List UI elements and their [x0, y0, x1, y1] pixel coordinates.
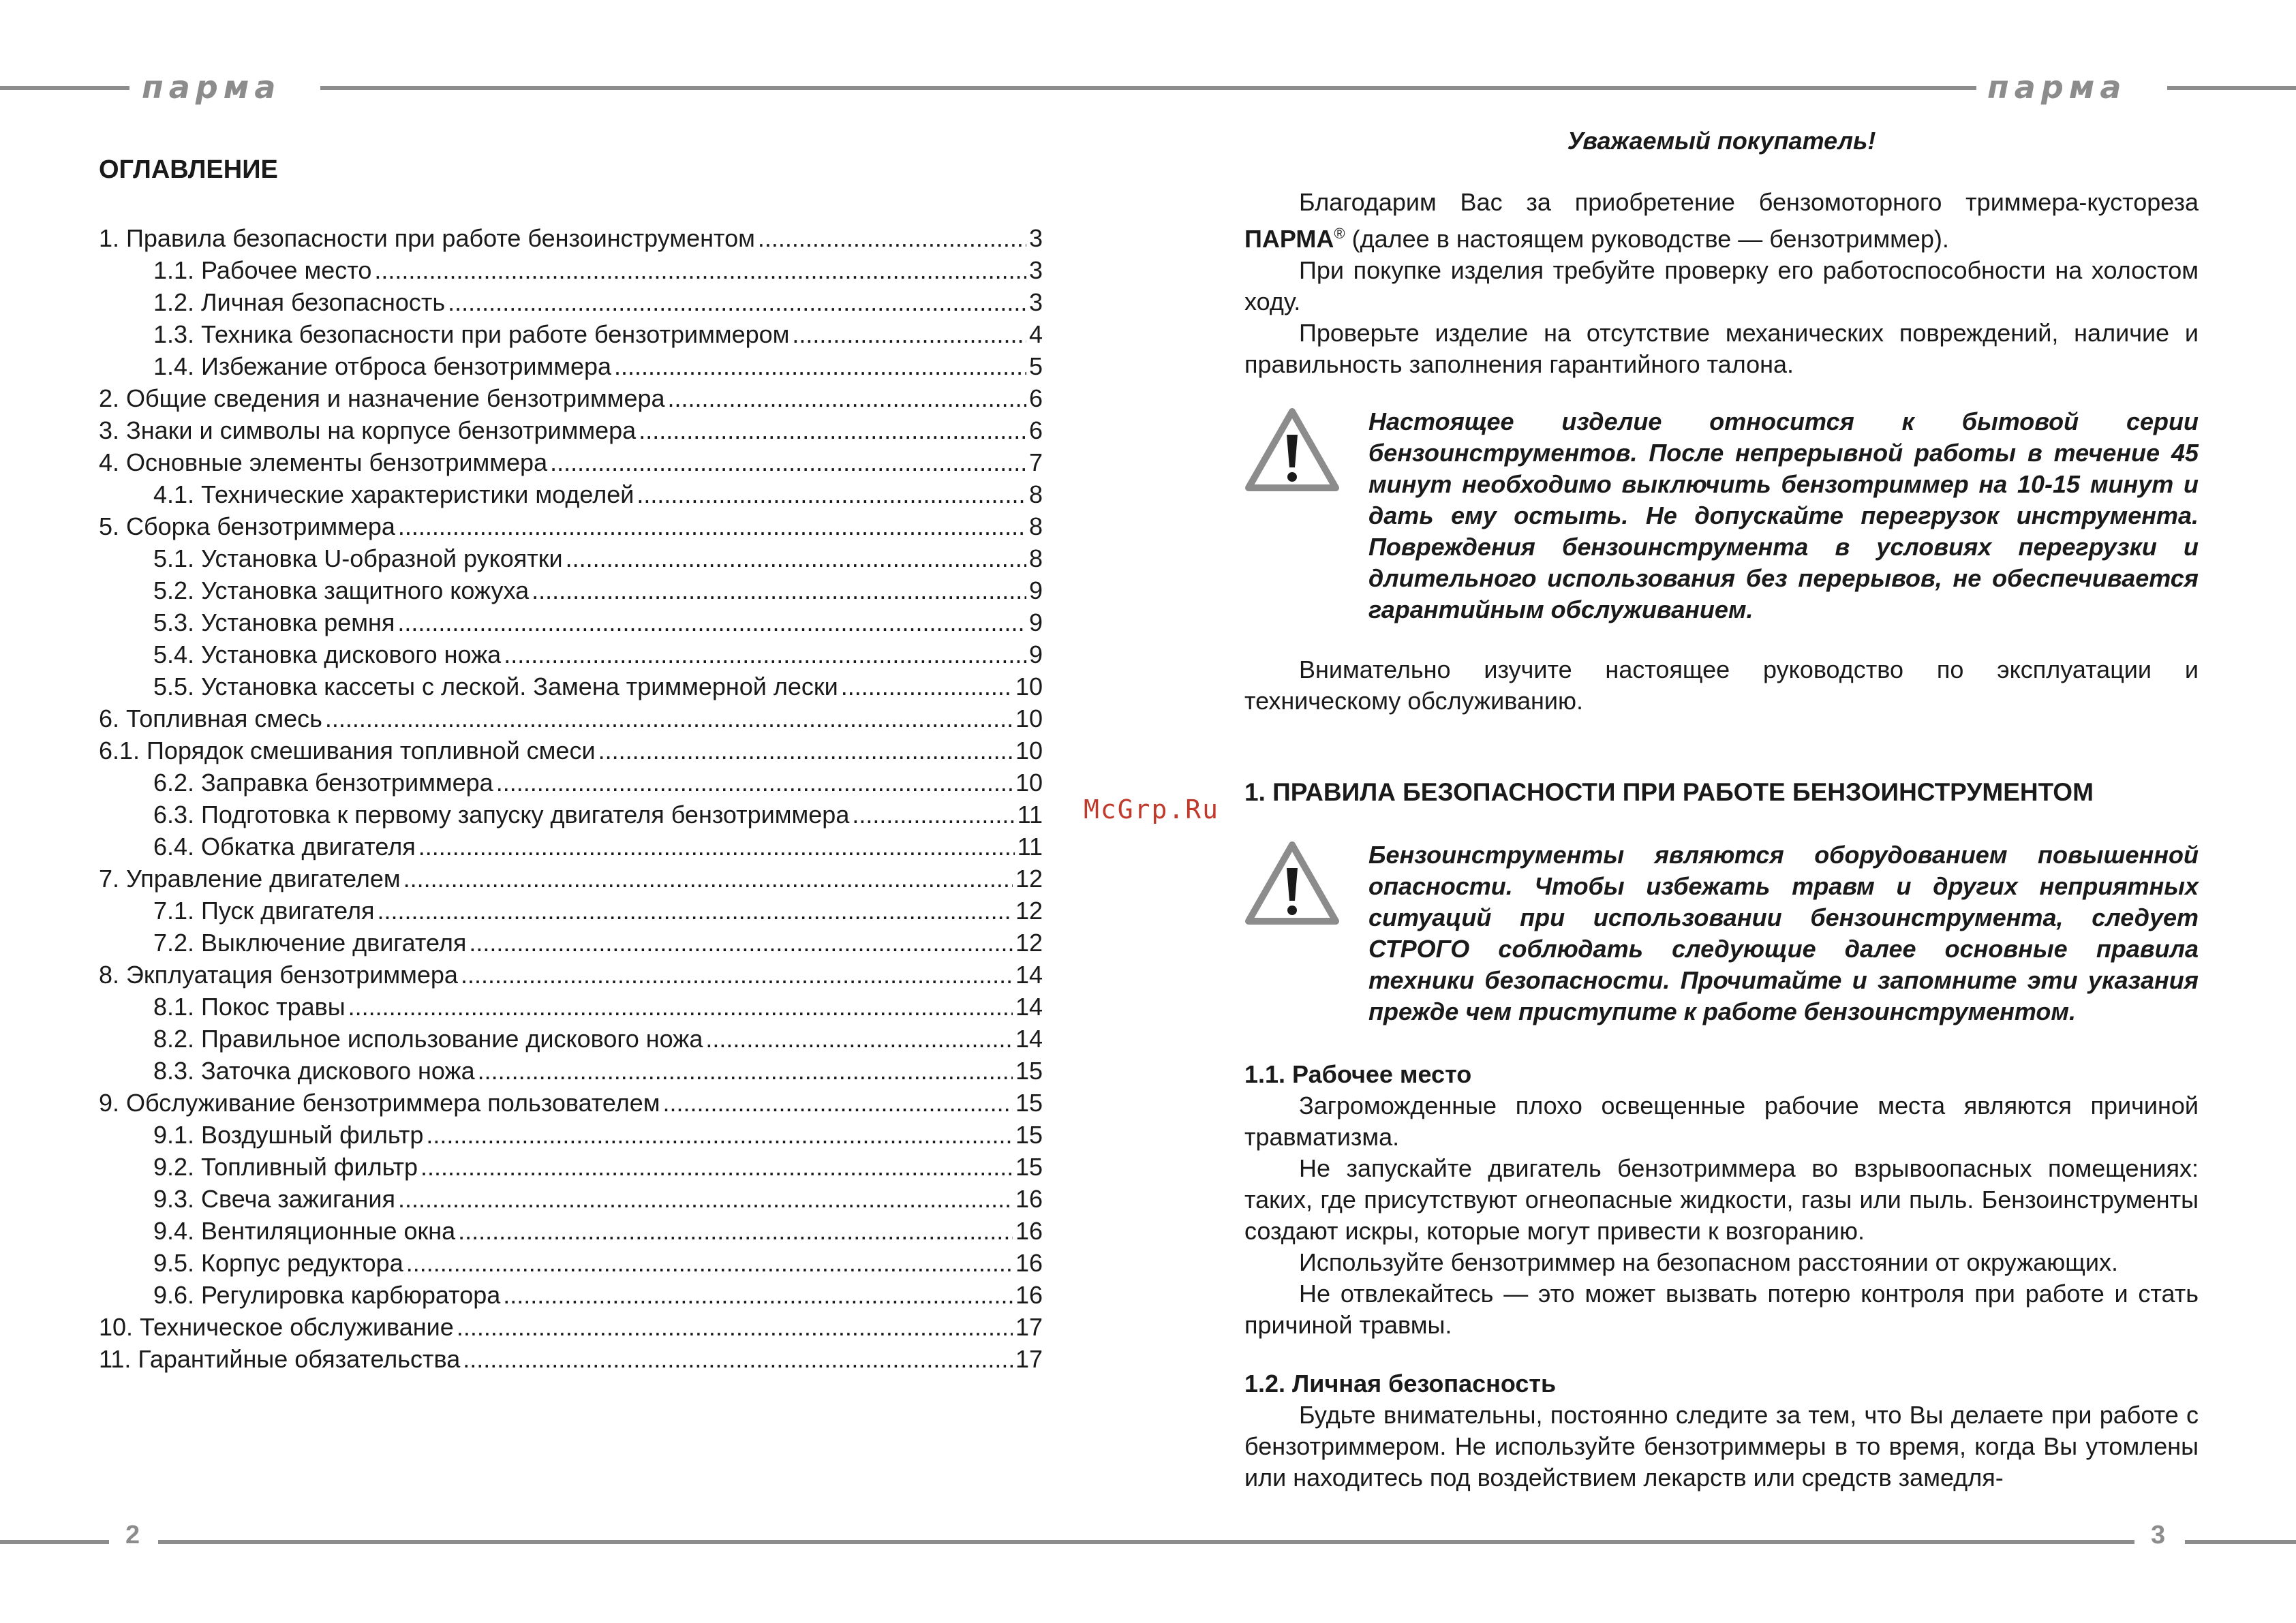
warning-triangle-icon [1244, 406, 1340, 493]
toc-item-page: 8 [1028, 512, 1043, 540]
toc-item-page: 10 [1015, 769, 1043, 797]
toc-item-page: 8 [1028, 544, 1043, 572]
toc-item-page: 16 [1015, 1185, 1043, 1213]
toc-item-label: 5.3. Установка ремня [153, 608, 395, 636]
toc-leader-dots [325, 702, 1013, 735]
toc-item-label: 9.5. Корпус редуктора [153, 1249, 403, 1277]
toc-leader-dots [478, 1055, 1013, 1087]
toc-item[interactable] [99, 478, 1043, 510]
toc-item-page: 8 [1028, 480, 1043, 508]
toc-item-page: 14 [1015, 1025, 1043, 1053]
study-text [1244, 654, 2199, 717]
toc-leader-dots [637, 478, 1026, 510]
toc-leader-dots [668, 382, 1026, 414]
toc-leader-dots [448, 286, 1026, 318]
toc-item[interactable] [99, 1247, 1043, 1279]
toc-item-label: 4.1. Технические характеристики моделей [153, 480, 634, 508]
registered-mark: ® [1334, 225, 1345, 242]
section-title-1: 1. ПРАВИЛА БЕЗОПАСНОСТИ ПРИ РАБОТЕ БЕНЗОИНСТРУМЕНТОМ [1244, 778, 2094, 806]
subsection-1-1-p3: Используйте бензотриммер на безопасном расстоянии от окружающих. [1299, 1248, 2119, 1276]
toc-item[interactable] [99, 1343, 1043, 1375]
toc-item[interactable] [99, 991, 1043, 1023]
toc-item-label: 1. Правила безопасности при работе бензоинструментом [99, 224, 755, 252]
toc-item-label: 5. Сборка бензотриммера [99, 512, 395, 540]
toc-leader-dots [397, 606, 1026, 638]
toc-item[interactable] [99, 735, 1043, 767]
toc-leader-dots [503, 1279, 1013, 1311]
toc-leader-dots [841, 670, 1013, 702]
toc-item-page: 17 [1015, 1313, 1043, 1341]
toc-item-label: 7. Управление двигателем [99, 865, 401, 893]
toc-item-label: 5.2. Установка защитного кожуха [153, 576, 530, 604]
toc-item-label: 1.3. Техника безопасности при работе бензотриммером [153, 320, 790, 348]
toc-item-page: 5 [1028, 352, 1043, 380]
toc-item-label: 9.3. Свеча зажигания [153, 1185, 395, 1213]
intro-brand: ПАРМА [1244, 225, 1334, 253]
footer-rule-left [0, 1540, 109, 1544]
toc-item-page: 10 [1015, 705, 1043, 732]
toc-item-page: 12 [1015, 929, 1043, 957]
header-rule-right [2167, 86, 2296, 90]
study-paragraph: Внимательно изучите настоящее руководство по эксплуатации и техническому обслуживанию. [1244, 655, 2199, 715]
toc-item-label: 3. Знаки и символы на корпусе бензотриммера [99, 416, 637, 444]
toc-item[interactable] [99, 670, 1043, 702]
toc-item[interactable] [99, 638, 1043, 670]
toc-leader-dots [403, 863, 1013, 895]
toc-leader-dots [469, 927, 1013, 959]
toc-leader-dots [532, 574, 1026, 606]
toc-item[interactable] [99, 799, 1043, 831]
toc-item-label: 10. Техническое обслуживание [99, 1313, 454, 1341]
toc-item-page: 15 [1015, 1057, 1043, 1085]
toc-item[interactable] [99, 414, 1043, 446]
toc-leader-dots [852, 799, 1014, 831]
toc-leader-dots [461, 959, 1013, 991]
warning-block-2 [1244, 839, 2199, 1027]
toc-item-label: 11. Гарантийные обязательства [99, 1345, 461, 1373]
toc-item-page: 15 [1015, 1089, 1043, 1117]
toc-leader-dots [792, 318, 1026, 350]
toc-item-page: 4 [1028, 320, 1043, 348]
subsection-title-1-2: 1.2. Личная безопасность [1244, 1370, 1557, 1397]
toc-item-label: 9. Обслуживание бензотриммера пользователем [99, 1089, 660, 1117]
header-rule-center [320, 86, 1976, 90]
toc-leader-dots [614, 350, 1026, 382]
toc-item[interactable] [99, 382, 1043, 414]
toc-leader-dots [463, 1343, 1013, 1375]
toc-item[interactable] [99, 286, 1043, 318]
toc-item-page: 9 [1028, 640, 1043, 668]
toc-item-label: 7.2. Выключение двигателя [153, 929, 467, 957]
brand-logo-left: парма [142, 69, 281, 106]
toc-item-label: 4. Основные элементы бензотриммера [99, 448, 548, 476]
toc-leader-dots [406, 1247, 1013, 1279]
toc-leader-dots [550, 446, 1026, 478]
toc-item-page: 10 [1015, 737, 1043, 764]
toc-item[interactable] [99, 1279, 1043, 1311]
subsection-1-1-p2: Не запускайте двигатель бензотриммера во взрывоопасных помещениях: таких, где присутствуют огнеопасные жидкости, газы или пыль. Бензоинструменты создают искры, которые могут привести к возгоранию. [1244, 1154, 2199, 1245]
toc-item-label: 5.4. Установка дискового ножа [153, 640, 502, 668]
toc-leader-dots [662, 1087, 1012, 1119]
toc-item[interactable] [99, 1215, 1043, 1247]
toc-item-page: 11 [1017, 801, 1043, 829]
toc-item[interactable] [99, 222, 1043, 254]
toc-item-label: 6.3. Подготовка к первому запуску двигателя бензотриммера [153, 801, 850, 829]
toc-item-label: 5.1. Установка U-образной рукоятки [153, 544, 563, 572]
toc-item-page: 11 [1017, 833, 1043, 861]
toc-item-label: 8. Экплуатация бензотриммера [99, 961, 458, 989]
toc-item-page: 16 [1015, 1281, 1043, 1309]
toc-item-label: 9.2. Топливный фильтр [153, 1153, 418, 1181]
toc-item-page: 16 [1015, 1217, 1043, 1245]
toc-list [99, 222, 1043, 1375]
toc-item[interactable] [99, 1311, 1043, 1343]
subsection-title-1-1: 1.1. Рабочее место [1244, 1060, 1472, 1088]
toc-leader-dots [426, 1119, 1013, 1151]
toc-item[interactable] [99, 254, 1043, 286]
intro-paragraph-2: При покупке изделия требуйте проверку его работоспособности на холостом ходу. [1244, 256, 2199, 315]
toc-item-label: 6.2. Заправка бензотриммера [153, 769, 493, 797]
subsection-1-2 [1244, 1368, 2199, 1494]
toc-leader-dots [398, 1183, 1013, 1215]
toc-item[interactable] [99, 350, 1043, 382]
toc-leader-dots [374, 254, 1026, 286]
toc-item-page: 14 [1015, 993, 1043, 1021]
toc-item-page: 15 [1015, 1153, 1043, 1181]
subsection-1-1-p4: Не отвлекайтесь — это может вызвать потерю контроля при работе и стать причиной травмы. [1244, 1280, 2199, 1339]
toc-leader-dots [457, 1311, 1013, 1343]
toc-item-page: 3 [1028, 256, 1043, 284]
toc-item[interactable] [99, 1023, 1043, 1055]
toc-item-label: 5.5. Установка кассеты с леской. Замена триммерной лески [153, 673, 838, 700]
toc-leader-dots [458, 1215, 1013, 1247]
toc-leader-dots [504, 638, 1026, 670]
toc-item[interactable] [99, 927, 1043, 959]
intro-paragraph-3: Проверьте изделие на отсутствие механических повреждений, наличие и правильность заполнения гарантийного талона. [1244, 319, 2199, 378]
toc-item-label: 8.1. Покос травы [153, 993, 346, 1021]
toc-item-label: 1.2. Личная безопасность [153, 288, 446, 316]
page-number-left: 2 [125, 1521, 140, 1549]
intro-p1-suffix: (далее в настоящем руководстве — бензотриммер). [1345, 225, 1949, 253]
toc-item-label: 8.3. Заточка дискового ножа [153, 1057, 475, 1085]
toc-item-page: 3 [1028, 224, 1043, 252]
toc-title: ОГЛАВЛЕНИЕ [99, 155, 278, 184]
toc-item-label: 8.2. Правильное использование дискового ножа [153, 1025, 703, 1053]
toc-item-page: 17 [1015, 1345, 1043, 1373]
toc-item[interactable] [99, 767, 1043, 799]
toc-item[interactable] [99, 702, 1043, 735]
intro-paragraph-1 [1244, 187, 2199, 255]
toc-leader-dots [758, 222, 1026, 254]
toc-leader-dots [418, 831, 1015, 863]
toc-item[interactable] [99, 606, 1043, 638]
toc-item-page: 12 [1015, 865, 1043, 893]
toc-item-page: 16 [1015, 1249, 1043, 1277]
toc-item-label: 9.4. Вентиляционные окна [153, 1217, 456, 1245]
toc-item-label: 1.1. Рабочее место [153, 256, 372, 284]
toc-item-label: 6.4. Обкатка двигателя [153, 833, 416, 861]
toc-item-label: 9.1. Воздушный фильтр [153, 1121, 424, 1149]
toc-item[interactable] [99, 895, 1043, 927]
toc-item[interactable] [99, 446, 1043, 478]
toc-leader-dots [566, 542, 1026, 574]
toc-item-label: 1.4. Избежание отброса бензотриммера [153, 352, 612, 380]
toc-item[interactable] [99, 1151, 1043, 1183]
toc-item[interactable] [99, 959, 1043, 991]
toc-leader-dots [639, 414, 1026, 446]
toc-item-page: 9 [1028, 608, 1043, 636]
brand-logo-right: парма [1987, 69, 2127, 106]
watermark: McGrp.Ru [1084, 794, 1220, 824]
toc-leader-dots [496, 767, 1013, 799]
footer-rule-center [158, 1540, 2134, 1544]
greeting: Уважаемый покупатель! [1567, 127, 1876, 155]
toc-item-label: 9.6. Регулировка карбюратора [153, 1281, 501, 1309]
toc-item-label: 6.1. Порядок смешивания топливной смеси [99, 737, 596, 764]
subsection-1-2-p1: Будьте внимательны, постоянно следите за тем, что Вы делаете при работе с бензотриммером. Не используйте бензотриммеры в то время, когда Вы утомлены или находитесь под воздействием лекарств или средств замедля- [1244, 1401, 2199, 1491]
toc-item[interactable] [99, 542, 1043, 574]
toc-item-page: 10 [1015, 673, 1043, 700]
subsection-1-1 [1244, 1059, 2199, 1341]
toc-leader-dots [378, 895, 1013, 927]
subsection-1-1-p1: Загроможденные плохо освещенные рабочие места являются причиной травматизма. [1244, 1092, 2199, 1151]
footer-rule-right [2185, 1540, 2296, 1544]
toc-item-page: 9 [1028, 576, 1043, 604]
intro-text [1244, 187, 2199, 380]
toc-item-page: 15 [1015, 1121, 1043, 1149]
intro-p1-prefix: Благодарим Вас за приобретение бензомоторного триммера-кустореза [1299, 188, 2199, 216]
warning-text-1: Настоящее изделие относится к бытовой серии бензоинструментов. После непрерывной работы в течение 45 минут необходимо выключить бензотриммер на 10-15 минут и дать ему остыть. Не допускайте перегрузок инструмента. Повреждения бензоинструмента в условиях перегрузки и длительного использования без перерывов, не обеспечивается гарантийным обслуживанием. [1368, 407, 2199, 623]
toc-item-label: 7.1. Пуск двигателя [153, 897, 375, 925]
toc-item-page: 14 [1015, 961, 1043, 989]
header-rule-left [0, 86, 129, 90]
warning-text-2: Бензоинструменты являются оборудованием повышенной опасности. Чтобы избежать травм и других неприятных ситуаций при использовании бензоинструмента, следует СТРОГО соблюдать следующие далее основные правила техники безопасности. Прочитайте и запомните эти указания прежде чем приступите к работе бензоинструментом. [1368, 841, 2199, 1025]
toc-item-page: 7 [1028, 448, 1043, 476]
toc-item[interactable] [99, 1183, 1043, 1215]
toc-item-page: 12 [1015, 897, 1043, 925]
toc-item-label: 6. Топливная смесь [99, 705, 322, 732]
toc-leader-dots [420, 1151, 1013, 1183]
toc-leader-dots [705, 1023, 1013, 1055]
toc-leader-dots [348, 991, 1013, 1023]
toc-item-label: 2. Общие сведения и назначение бензотриммера [99, 384, 665, 412]
warning-triangle-icon [1244, 839, 1340, 927]
toc-item-page: 6 [1028, 384, 1043, 412]
toc-leader-dots [398, 510, 1026, 542]
toc-item[interactable] [99, 863, 1043, 895]
toc-item-page: 6 [1028, 416, 1043, 444]
toc-item[interactable] [99, 574, 1043, 606]
page-number-right: 3 [2151, 1521, 2166, 1549]
toc-item[interactable] [99, 318, 1043, 350]
toc-item[interactable] [99, 1087, 1043, 1119]
toc-item[interactable] [99, 1055, 1043, 1087]
toc-item[interactable] [99, 510, 1043, 542]
warning-block-1 [1244, 406, 2199, 625]
toc-leader-dots [598, 735, 1013, 767]
toc-item-page: 3 [1028, 288, 1043, 316]
toc-item[interactable] [99, 1119, 1043, 1151]
toc-item[interactable] [99, 831, 1043, 863]
